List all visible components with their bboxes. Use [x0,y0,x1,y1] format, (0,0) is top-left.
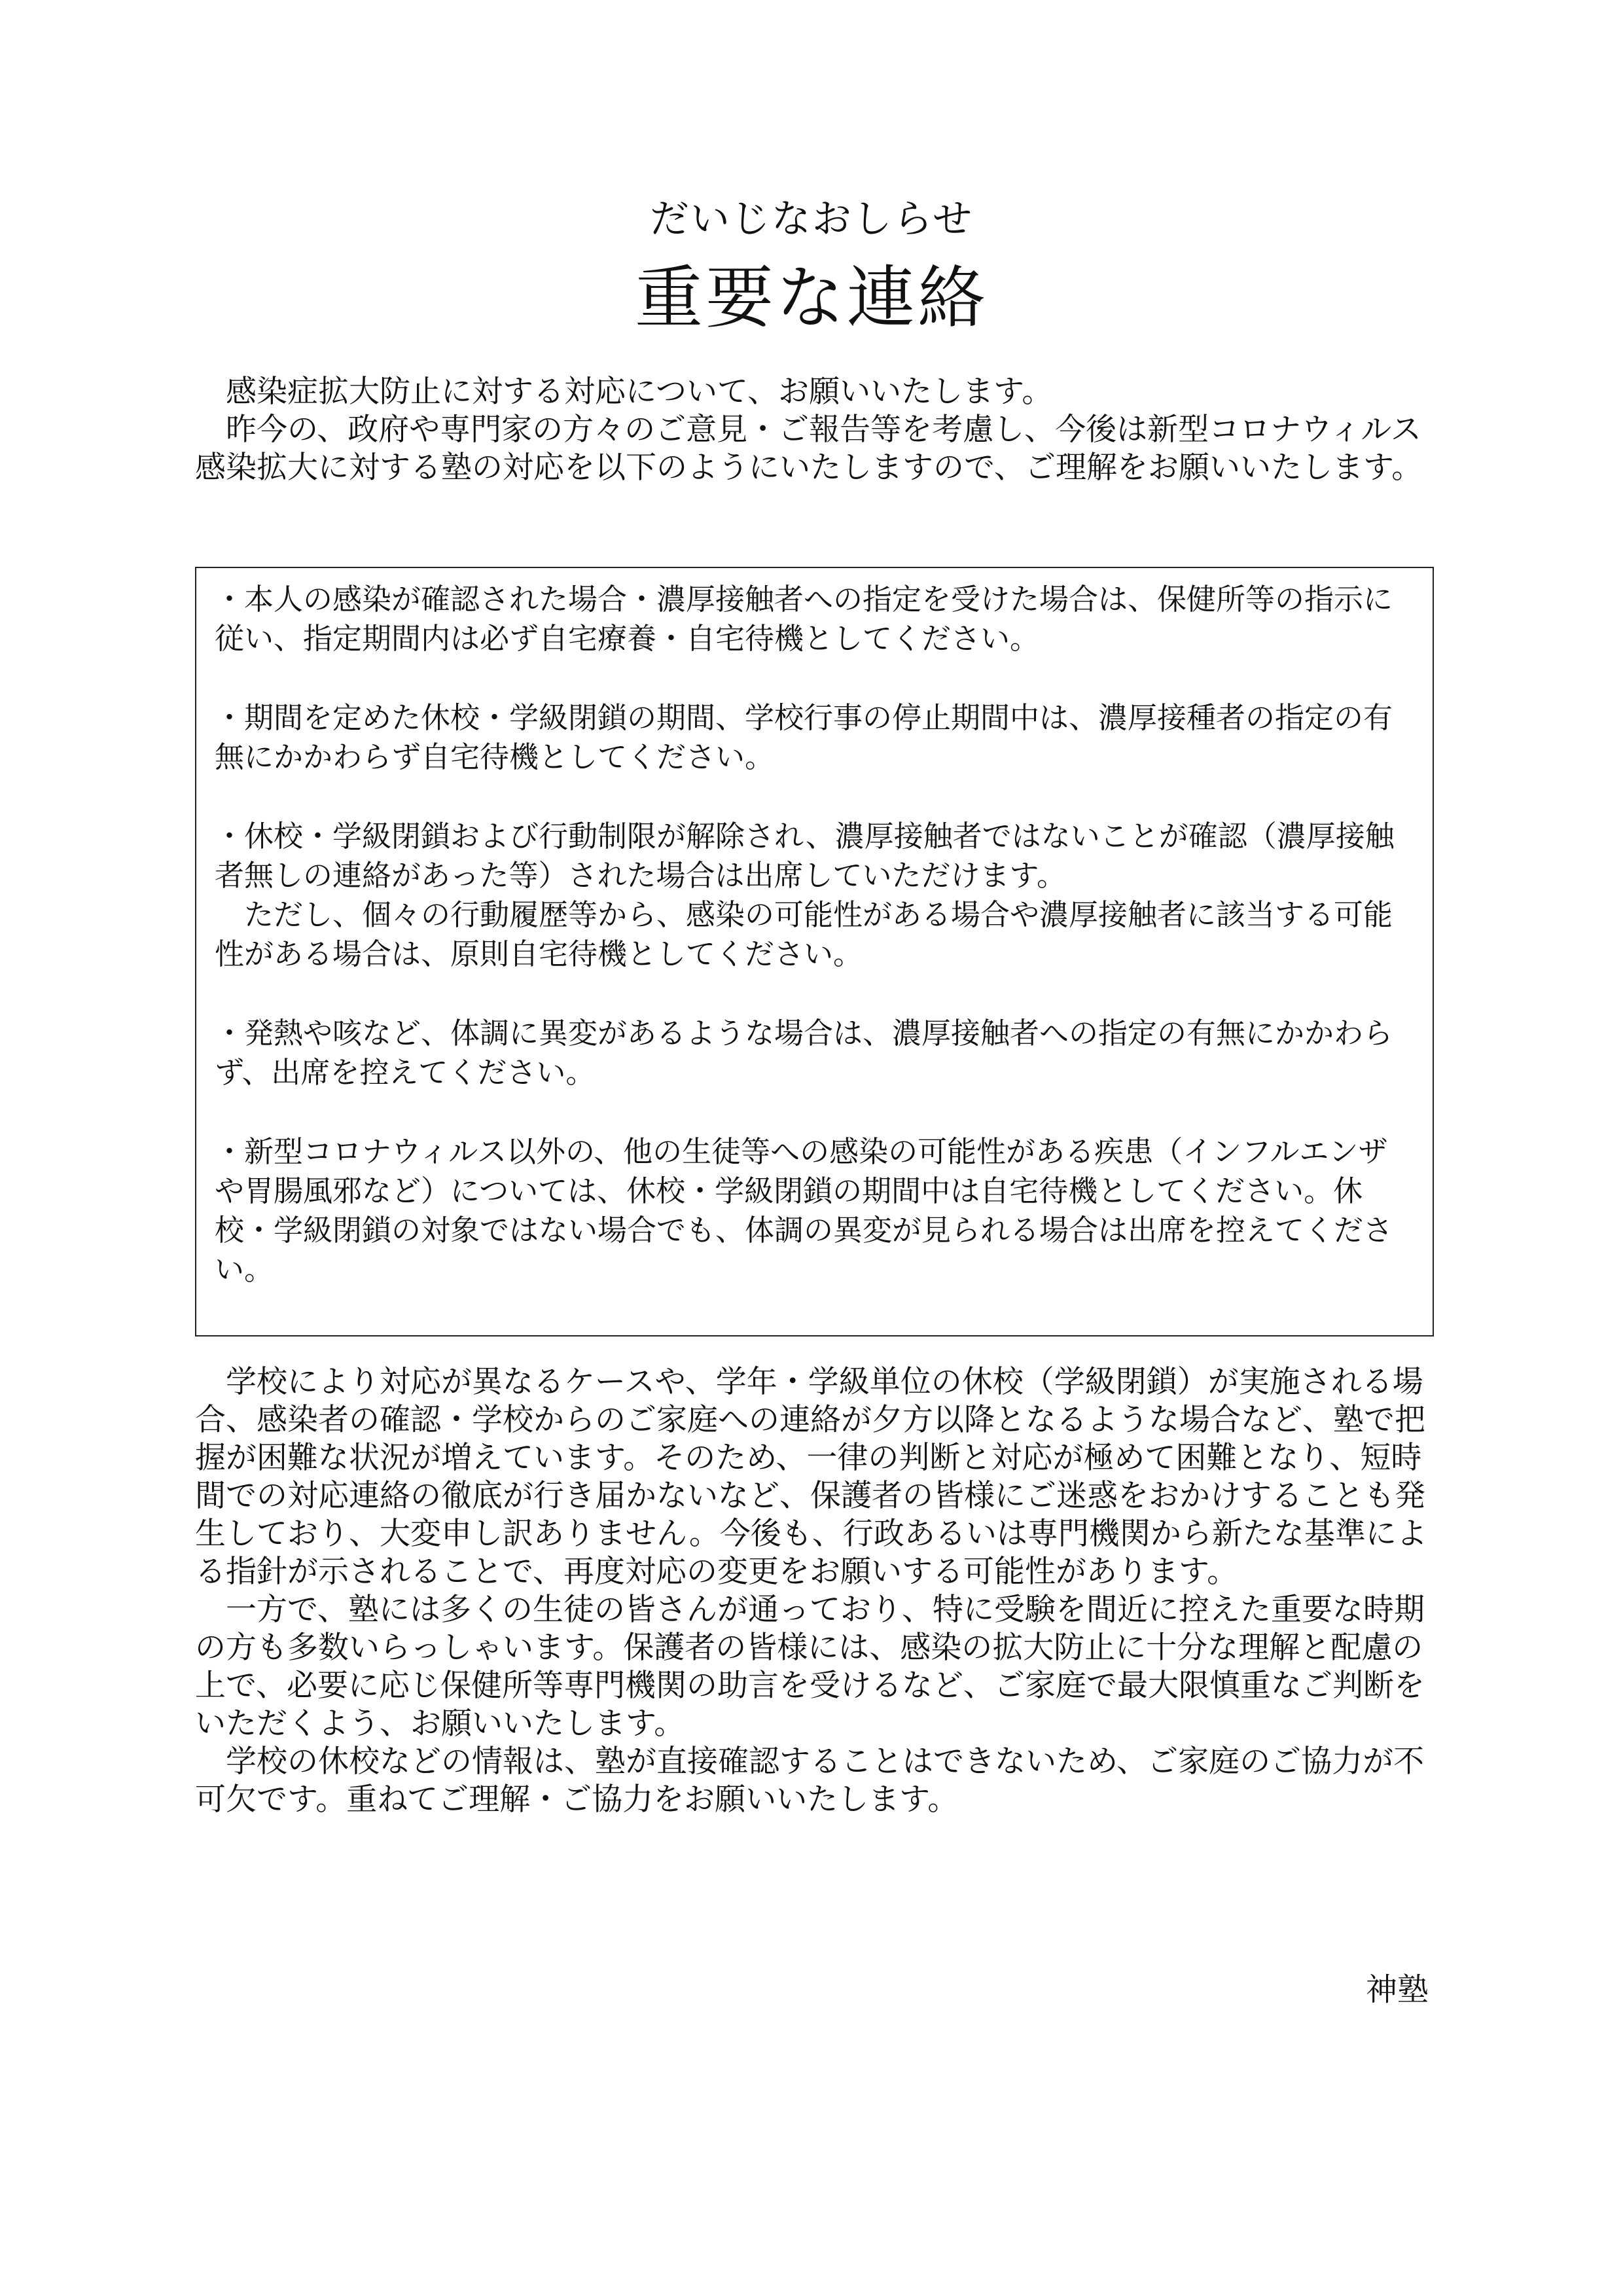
notice-item [215,698,1417,777]
notice-item [215,1014,1417,1092]
notice-box [195,567,1434,1336]
body-paragraph: 学校の休校などの情報は、塾が直接確認することはできないため、ご家庭のご協力が不可欠です。重ねてご理解・ご協力をお願いいたします。 [195,1744,1425,1818]
document-subtitle: だいじなおしらせ [649,196,974,242]
notice-item-text: ・本人の感染が確認された場合・濃厚接触者への指定を受けた場合は、保健所等の指示に従い、指定期間内は必ず自宅療養・自宅待機としてください。 [215,582,1393,656]
body-paragraph: 一方で、塾には多くの生徒の皆さんが通っており、特に受験を間近に控えた重要な時期の方も多数いらっしゃいます。保護者の皆様には、感染の拡大防止に十分な理解と配慮の上で、必要に応じ保健所等専門機関の助言を受けるなど、ご家庭で最大限慎重なご判断をいただくよう、お願いいたします。 [195,1592,1425,1742]
notice-item-text: ・新型コロナウィルス以外の、他の生徒等への感染の可能性がある疾患（インフルエンザや胃腸風邪など）については、休校・学級閉鎖の期間中は自宅待機としてください。休校・学級閉鎖の対象ではない場合でも、体調の異変が見られる場合は出席を控えてください。 [215,1134,1393,1287]
intro-paragraph: 昨今の、政府や専門家の方々のご意見・ご報告等を考慮し、今後は新型コロナウィルス感染拡大に対する塾の対応を以下のようにいたしますので、ご理解をお願いいたします。 [195,412,1423,486]
intro-paragraph: 感染症拡大防止に対する対応について、お願いいたします。 [226,374,1053,410]
notice-item [215,580,1417,658]
notice-item-text: ・休校・学級閉鎖および行動制限が解除され、濃厚接触者ではないことが確認（濃厚接触者無しの連絡があった等）された場合は出席していただけます。 [215,819,1395,893]
notice-item-note: ただし、個々の行動履歴等から、感染の可能性がある場合や濃厚接触者に該当する可能性がある場合は、原則自宅待機としてください。 [215,897,1393,971]
notice-item-text: ・期間を定めた休校・学級閉鎖の期間、学校行事の停止期間中は、濃厚接種者の指定の有無にかかわらず自宅待機としてください。 [215,700,1393,774]
intro-section [195,373,1429,487]
body-section [195,1363,1429,1819]
notice-item [215,1132,1417,1289]
signature: 神塾 [1365,1971,1429,2008]
document-title: 重要な連絡 [634,258,988,338]
notice-item-text: ・発熱や咳など、体調に異変があるような場合は、濃厚接触者への指定の有無にかかわらず、出席を控えてください。 [215,1016,1393,1090]
notice-item [215,817,1417,974]
body-paragraph: 学校により対応が異なるケースや、学年・学級単位の休校（学級閉鎖）が実施される場合、感染者の確認・学校からのご家庭への連絡が夕方以降となるような場合など、塾で把握が困難な状況が増えています。そのため、一律の判断と対応が極めて困難となり、短時間での対応連絡の徹底が行き届かないなど、保護者の皆様にご迷惑をおかけすることも発生しており、大変申し訳ありません。今後も、行政あるいは専門機関から新たな基準による指針が示されることで、再度対応の変更をお願いする可能性があります。 [195,1364,1427,1590]
